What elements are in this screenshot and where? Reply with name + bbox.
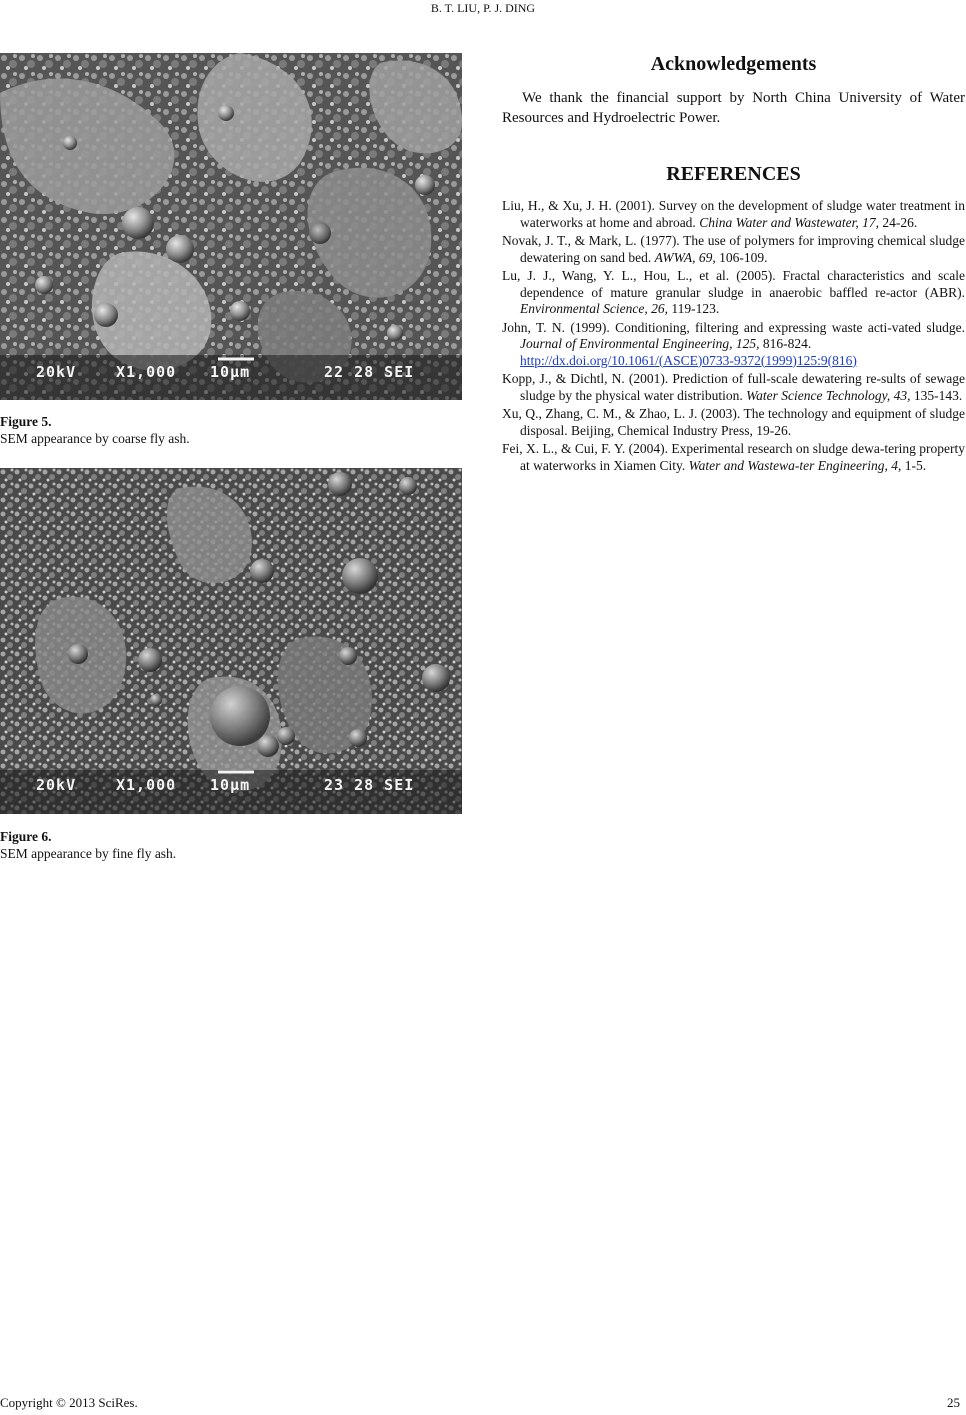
sem-micrograph-coarse [0,53,462,400]
figure-6-label: Figure 6. [0,829,52,844]
acknowledgements-heading: Acknowledgements [650,53,817,75]
sem-micrograph-fine [0,468,462,814]
reference-item: Kopp, J., & Dichtl, N. (2001). Prediction of full-scale dewatering re-sults of sewage sludge by the physical water distribution. Water Science Technology, 43, 135-143. [502,371,965,403]
sem-voltage-label: 20kV [36,363,77,381]
reference-item: Lu, J. J., Wang, Y. L., Hou, L., et al. (2005). Fractal characteristics and scale dependence of mature granular sludge in anaerobic baffled re-actor (ABR). Environmental Science, 26, 119-123. [502,268,965,316]
reference-item: Fei, X. L., & Cui, F. Y. (2004). Experimental research on sludge dewa-tering property at waterworks in Xiamen City. Water and Wastewa-ter Engineering, 4, 1-5. [502,441,965,473]
reference-item: John, T. N. (1999). Conditioning, filtering and expressing waste acti-vated sludge. Journal of Environmental Engineering, 125, 816-824. http://dx.doi.org/10.1061/(ASCE)0733-9372(1999)125:9(816) [502,319,965,368]
sem-scale-label: 10µm [210,363,251,381]
figure-5-image [0,53,462,400]
sem-magnification-label: X1,000 [116,776,177,794]
running-head: B. T. LIU, P. J. DING [430,1,536,15]
acknowledgements-body: We thank the financial support by North China University of Water Resources and Hydroelectric Power. [502,90,965,126]
sem-magnification-label: X1,000 [116,363,177,381]
figure-6-image [0,468,462,814]
figure-5-caption [0,413,190,447]
sem-scale-label: 10µm [210,776,251,794]
references-heading: REFERENCES [666,163,801,185]
reference-item: Novak, J. T., & Mark, L. (1977). The use of polymers for improving chemical sludge dewatering on sand bed. AWWA, 69, 106-109. [502,233,965,265]
sem-code-label: 22 28 SEI [324,363,415,381]
reference-item: Liu, H., & Xu, J. H. (2001). Survey on the development of sludge water treatment in waterworks at home and abroad. China Water and Wastewater, 17, 24-26. [502,198,965,230]
doi-link[interactable]: http://dx.doi.org/10.1061/(ASCE)0733-9372(1999)125:9(816) [520,352,857,368]
page-number: 25 [947,1395,960,1410]
figure-6-caption [0,828,176,862]
figure-6-caption-text: SEM appearance by fine fly ash. [0,846,177,861]
sem-voltage-label: 20kV [36,776,77,794]
sem-code-label: 23 28 SEI [324,776,415,794]
copyright-notice: Copyright © 2013 SciRes. [0,1395,138,1410]
references-list [502,198,965,476]
figure-5-caption-text: SEM appearance by coarse fly ash. [0,431,190,446]
reference-item: Xu, Q., Zhang, C. M., & Zhao, L. J. (2003). The technology and equipment of sludge disposal. Beijing, Chemical Industry Press, 19-26. [502,406,965,438]
figure-5-label: Figure 5. [0,414,52,429]
